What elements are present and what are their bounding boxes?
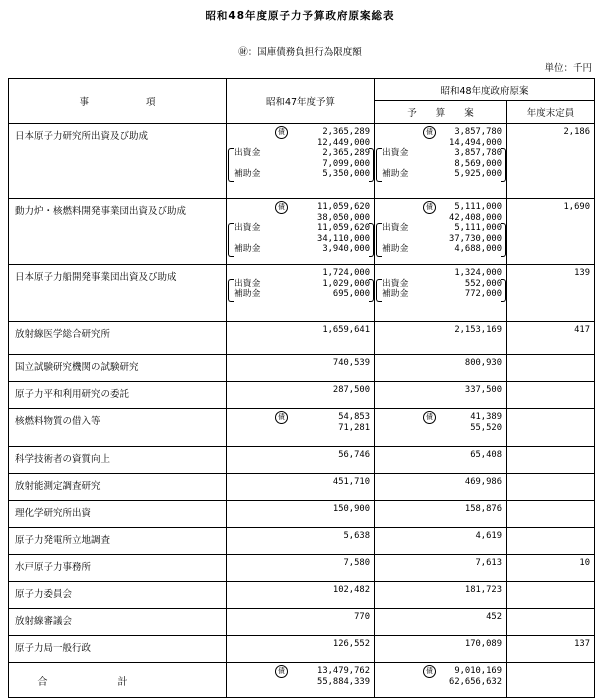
amount-stack xyxy=(227,528,374,542)
amount-value: 1,029,000 xyxy=(322,278,370,289)
amount-cell xyxy=(227,609,375,636)
amount-value: 62,656,632 xyxy=(449,676,502,687)
staff-count: 1,690 xyxy=(507,199,595,265)
bracket-right xyxy=(369,148,374,182)
amount-cell xyxy=(375,199,507,265)
item-name: 理化学研究所出資 xyxy=(9,501,227,528)
table-row xyxy=(9,447,595,474)
staff-count xyxy=(507,409,595,447)
amount-value: 5,350,000 xyxy=(322,169,370,179)
amount-value: 5,111,000 xyxy=(454,202,502,212)
amount-stack xyxy=(227,447,374,461)
item-name: 核燃料物質の借入等 xyxy=(9,409,227,447)
amount-value: 102,482 xyxy=(332,585,370,595)
amount-value: 3,940,000 xyxy=(322,244,370,254)
item-name: 原子力発電所立地調査 xyxy=(9,528,227,555)
header-prev-budget: 昭和47年度予算 xyxy=(227,79,375,124)
staff-count: 137 xyxy=(507,636,595,663)
amount-value: 452 xyxy=(486,612,502,622)
amount-cell xyxy=(227,501,375,528)
amount-value: 7,099,000 xyxy=(322,158,370,169)
amount-stack xyxy=(227,355,374,369)
item-name: 科学技術者の資質向上 xyxy=(9,447,227,474)
amount-value: 770 xyxy=(354,612,370,622)
item-name: 水戸原子力事務所 xyxy=(9,555,227,582)
staff-count: 417 xyxy=(507,322,595,355)
amount-value: 38,050,000 xyxy=(317,212,370,223)
staff-count: 2,186 xyxy=(507,124,595,199)
item-name: 日本原子力研究所出資及び助成 xyxy=(9,124,227,199)
amount-value: 42,408,000 xyxy=(449,212,502,223)
amount-stack xyxy=(375,382,506,396)
item-name: 放射線審議会 xyxy=(9,609,227,636)
table-row xyxy=(9,382,595,409)
amount-stack xyxy=(227,409,374,433)
amount-cell xyxy=(375,409,507,447)
subsidy-label: 補助金 xyxy=(234,289,261,299)
amount-value: 170,089 xyxy=(464,639,502,649)
item-name: 原子力局一般行政 xyxy=(9,636,227,663)
amount-value: 7,580 xyxy=(343,558,370,568)
amount-cell xyxy=(375,663,507,698)
amount-cell xyxy=(227,528,375,555)
item-name: 放射能測定調査研究 xyxy=(9,474,227,501)
amount-stack xyxy=(227,555,374,569)
item-name: 放射線医学総合研究所 xyxy=(9,322,227,355)
debt-mark-icon: 債 xyxy=(423,126,436,139)
amount-cell xyxy=(375,447,507,474)
amount-value: 2,365,289 xyxy=(322,148,370,158)
table-row xyxy=(9,609,595,636)
header-budget-draft: 予 算 案 xyxy=(375,101,507,124)
amount-cell xyxy=(227,663,375,698)
amount-cell xyxy=(227,199,375,265)
amount-stack xyxy=(375,663,506,687)
table-row xyxy=(9,199,595,265)
amount-value: 11,059,620 xyxy=(317,223,370,233)
total-row xyxy=(9,663,595,698)
amount-value: 337,500 xyxy=(464,385,502,395)
staff-count xyxy=(507,528,595,555)
investment-label: 出資金 xyxy=(382,148,409,158)
subsidy-label: 補助金 xyxy=(382,244,409,254)
amount-stack xyxy=(375,322,506,336)
amount-value: 772,000 xyxy=(464,289,502,299)
amount-cell xyxy=(375,382,507,409)
debt-mark-icon: 債 xyxy=(275,126,288,139)
table-row xyxy=(9,322,595,355)
table-row xyxy=(9,474,595,501)
subsidy-label: 補助金 xyxy=(234,169,261,179)
amount-cell xyxy=(375,528,507,555)
amount-value: 9,010,169 xyxy=(454,666,502,676)
amount-value: 5,925,000 xyxy=(454,169,502,179)
amount-cell xyxy=(375,582,507,609)
investment-label: 出資金 xyxy=(234,223,261,233)
amount-cell xyxy=(227,636,375,663)
amount-value: 800,930 xyxy=(464,358,502,368)
amount-value: 150,900 xyxy=(332,504,370,514)
amount-cell xyxy=(227,265,375,322)
debt-mark-icon: 債 xyxy=(275,411,288,424)
staff-count xyxy=(507,474,595,501)
amount-cell xyxy=(375,609,507,636)
debt-mark-icon: 債 xyxy=(275,665,288,678)
document-title: 昭和48年度原子力予算政府原案総表 xyxy=(205,10,395,22)
amount-value: 41,389 xyxy=(470,412,502,422)
amount-value: 552,000 xyxy=(464,278,502,289)
debt-mark-icon: 債 xyxy=(423,201,436,214)
item-name: 日本原子力船開発事業団出資及び助成 xyxy=(9,265,227,322)
item-name: 動力炉・核燃料開発事業団出資及び助成 xyxy=(9,199,227,265)
amount-cell xyxy=(375,501,507,528)
header-staff: 年度末定員 xyxy=(507,101,595,124)
investment-label: 出資金 xyxy=(234,148,261,158)
table-body xyxy=(9,124,595,698)
document-subtitle: ㊖：国庫債務負担行為限度額 xyxy=(238,47,362,58)
amount-value: 37,730,000 xyxy=(449,233,502,244)
investment-label: 出資金 xyxy=(382,223,409,233)
amount-cell xyxy=(375,636,507,663)
amount-value: 740,539 xyxy=(332,358,370,368)
amount-value: 287,500 xyxy=(332,385,370,395)
amount-cell xyxy=(227,474,375,501)
investment-label: 出資金 xyxy=(234,278,261,289)
table-row xyxy=(9,124,595,199)
amount-cell xyxy=(227,555,375,582)
table-row xyxy=(9,636,595,663)
amount-stack xyxy=(227,474,374,488)
amount-value: 2,153,169 xyxy=(454,325,502,335)
amount-stack xyxy=(227,322,374,336)
amount-value: 3,857,780 xyxy=(454,127,502,137)
amount-value: 451,710 xyxy=(332,477,370,487)
amount-cell xyxy=(227,382,375,409)
table-row xyxy=(9,409,595,447)
amount-value: 55,884,339 xyxy=(317,676,370,687)
subsidy-label: 補助金 xyxy=(382,289,409,299)
amount-stack xyxy=(227,582,374,596)
amount-value: 158,876 xyxy=(464,504,502,514)
amount-cell xyxy=(375,474,507,501)
amount-value: 7,613 xyxy=(475,558,502,568)
table-row xyxy=(9,555,595,582)
amount-value: 1,724,000 xyxy=(322,268,370,278)
staff-count xyxy=(507,609,595,636)
unit-label: 単位：千円 xyxy=(544,63,592,74)
amount-value: 11,059,620 xyxy=(317,202,370,212)
amount-cell xyxy=(227,322,375,355)
amount-cell xyxy=(375,322,507,355)
amount-stack xyxy=(375,555,506,569)
amount-cell xyxy=(375,265,507,322)
debt-mark-icon: 債 xyxy=(423,665,436,678)
header-gov-draft: 昭和48年度政府原案 xyxy=(375,79,595,101)
amount-value: 5,638 xyxy=(343,531,370,541)
amount-stack xyxy=(375,355,506,369)
table-row xyxy=(9,528,595,555)
staff-count xyxy=(507,382,595,409)
amount-stack xyxy=(375,582,506,596)
amount-stack xyxy=(375,528,506,542)
amount-value: 1,324,000 xyxy=(454,268,502,278)
amount-value: 34,110,000 xyxy=(317,233,370,244)
amount-value: 3,857,780 xyxy=(454,148,502,158)
bracket-right xyxy=(369,279,374,302)
amount-value: 4,619 xyxy=(475,531,502,541)
subsidy-label: 補助金 xyxy=(234,244,261,254)
amount-cell xyxy=(375,355,507,382)
total-staff xyxy=(507,663,595,698)
amount-stack xyxy=(375,609,506,623)
amount-value: 56,746 xyxy=(338,450,370,460)
amount-value: 5,111,000 xyxy=(454,223,502,233)
amount-stack xyxy=(227,609,374,623)
table-row xyxy=(9,582,595,609)
bracket-right xyxy=(501,148,506,182)
amount-stack xyxy=(227,501,374,515)
amount-value: 12,449,000 xyxy=(317,137,370,148)
table-row xyxy=(9,501,595,528)
amount-value: 54,853 xyxy=(338,412,370,422)
amount-stack xyxy=(375,447,506,461)
amount-value: 55,520 xyxy=(470,422,502,433)
amount-value: 14,494,000 xyxy=(449,137,502,148)
amount-value: 71,281 xyxy=(338,422,370,433)
staff-count xyxy=(507,355,595,382)
bracket-right xyxy=(501,279,506,302)
debt-mark-icon: 債 xyxy=(423,411,436,424)
staff-count: 139 xyxy=(507,265,595,322)
amount-cell xyxy=(227,447,375,474)
header-item: 事 項 xyxy=(9,79,227,124)
amount-value: 8,569,000 xyxy=(454,158,502,169)
amount-value: 65,408 xyxy=(470,450,502,460)
staff-count: 10 xyxy=(507,555,595,582)
amount-value: 181,723 xyxy=(464,585,502,595)
amount-cell xyxy=(227,124,375,199)
staff-count xyxy=(507,501,595,528)
bracket-right xyxy=(501,223,506,257)
amount-value: 695,000 xyxy=(332,289,370,299)
amount-value: 469,986 xyxy=(464,477,502,487)
staff-count xyxy=(507,582,595,609)
item-name: 国立試験研究機関の試験研究 xyxy=(9,355,227,382)
amount-stack xyxy=(375,474,506,488)
amount-stack xyxy=(227,382,374,396)
item-name: 原子力平和利用研究の委託 xyxy=(9,382,227,409)
budget-table xyxy=(8,78,595,698)
investment-label: 出資金 xyxy=(382,278,409,289)
amount-value: 2,365,289 xyxy=(322,127,370,137)
amount-cell xyxy=(227,409,375,447)
amount-value: 1,659,641 xyxy=(322,325,370,335)
total-label: 合計 xyxy=(9,663,227,698)
bracket-right xyxy=(369,223,374,257)
item-name: 原子力委員会 xyxy=(9,582,227,609)
amount-stack xyxy=(375,409,506,433)
amount-value: 13,479,762 xyxy=(317,666,370,676)
staff-count xyxy=(507,447,595,474)
amount-stack xyxy=(375,501,506,515)
amount-cell xyxy=(375,555,507,582)
amount-cell xyxy=(375,124,507,199)
amount-stack xyxy=(227,663,374,687)
subsidy-label: 補助金 xyxy=(382,169,409,179)
amount-value: 4,688,000 xyxy=(454,244,502,254)
amount-cell xyxy=(227,582,375,609)
amount-value: 126,552 xyxy=(332,639,370,649)
amount-stack xyxy=(375,636,506,650)
table-row xyxy=(9,265,595,322)
amount-stack xyxy=(227,636,374,650)
table-row xyxy=(9,355,595,382)
amount-cell xyxy=(227,355,375,382)
debt-mark-icon: 債 xyxy=(275,201,288,214)
